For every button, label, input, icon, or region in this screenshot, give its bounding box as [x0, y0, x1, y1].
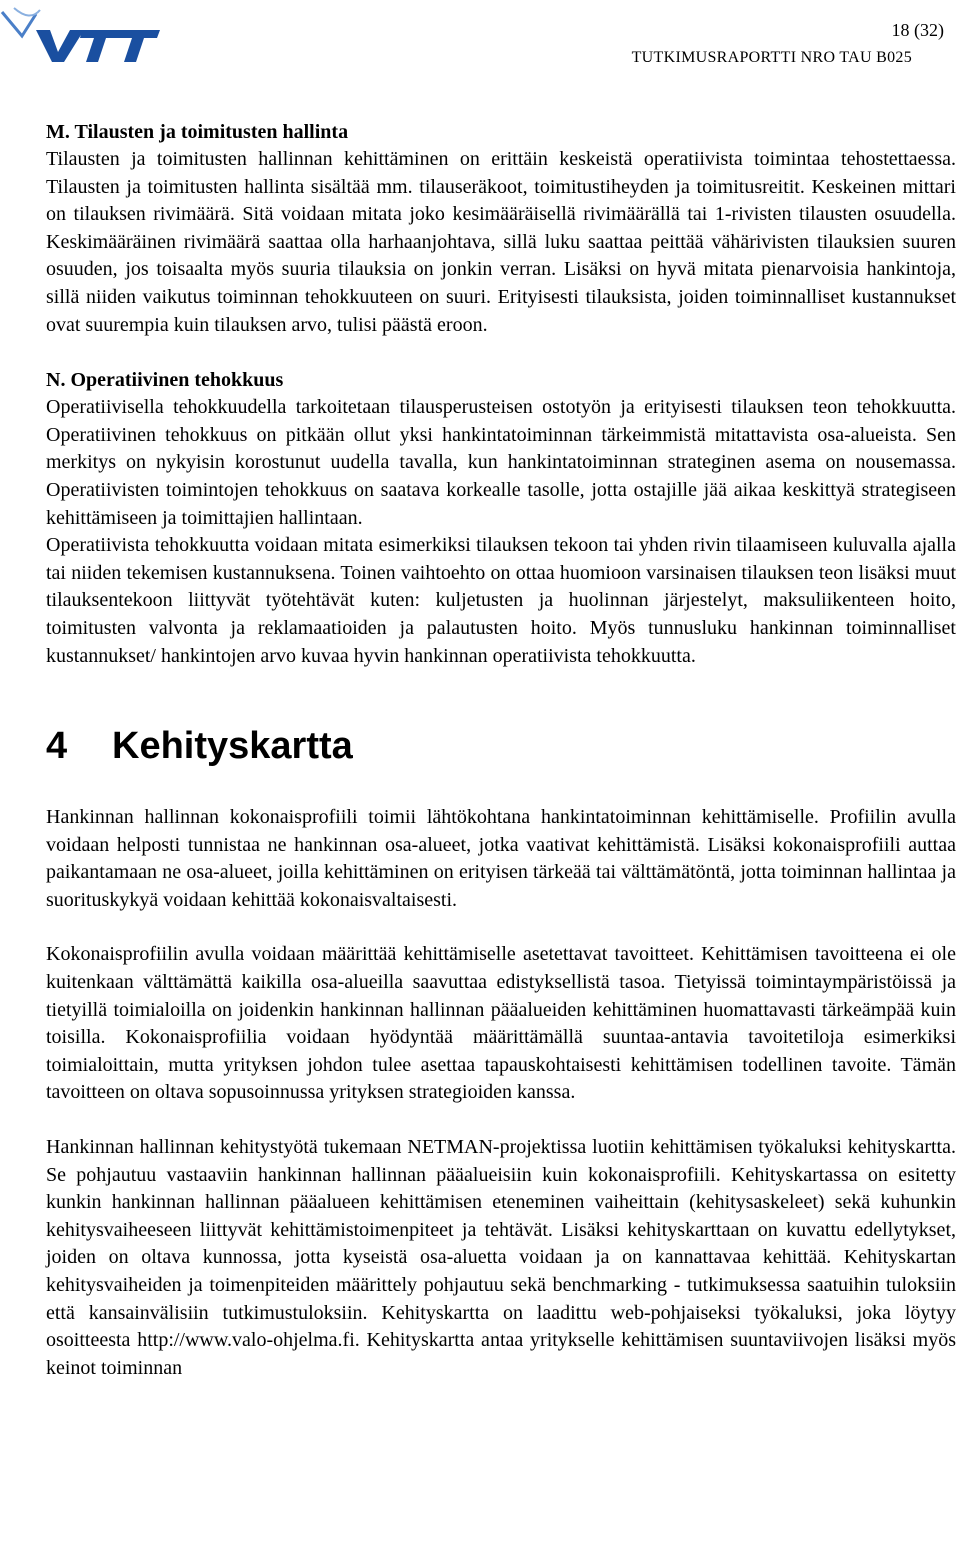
chapter-heading: [46, 722, 956, 770]
chapter-title: Kehityskartta: [112, 725, 353, 768]
chapter-paragraph: Hankinnan hallinnan kehitystyötä tukemaan NETMAN-projektissa luotiin kehittämisen työkaluksi kehityskartta. Se pohjautuu vastaaviin hankinnan hallinnan pääalueisiin kuin kokonaisprofiili. Kehityskartassa on esitetty kunkin hankinnan hallinnan pääalueen kehittämisen eteneminen vaiheittain (kehitysaskeleet) sekä kuhunkin kehitysvaiheeseen liittyvät kehittämistoimenpiteet ja tehtävät. Lisäksi kehityskarttaan on kuvattu edellytykset, joiden on oltava kunnossa, jotta kyseistä osa-aluetta voidaan ja on kannattavaa kehittää. Kehityskartan kehitysvaiheiden ja toimenpiteiden määrittely pohjautuu sekä benchmarking - tutkimuksessa saatuihin tuloksiin että kansainvälisiin tutkimustuloksiin. Kehityskartta on laadittu web-pohjaiseksi työkaluksi, joka löytyy osoitteesta http://www.valo-ohjelma.fi. Kehityskartta antaa yritykselle kehittämisen suuntaviivojen lisäksi myös keinot toiminnan: [46, 1136, 956, 1379]
section-m-title: M. Tilausten ja toimitusten hallinta: [46, 121, 349, 143]
chapter-paragraph: Hankinnan hallinnan kokonaisprofiili toimii lähtökohtana hankintatoiminnan kehittämiselle. Profiilin avulla voidaan helposti tunnistaa ne hankinnan osa-alueet, jotka vaativat kehittämistä. Lisäksi kokonaisprofiili auttaa paikantamaan ne osa-alueet, joilla kehittäminen on erityisen tärkeää tai välttämätöntä, jotta toiminnan hallintaa ja suorituskykyä voidaan kehittää kokonaisvaltaisesti.: [46, 806, 956, 911]
section-n-title: N. Operatiivinen tehokkuus: [46, 369, 284, 392]
vtt-logo: [0, 4, 162, 64]
page-number: 18 (32): [891, 20, 944, 40]
report-id: TUTKIMUSRAPORTTI NRO TAU B025: [631, 49, 912, 66]
document-body: [46, 118, 956, 1382]
section-n-text-2: Operatiivista tehokkuutta voidaan mitata esimerkiksi tilauksen tekoon tai yhden rivin tilaamiseen kuluvalla ajalla tai niiden tekemisen kustannuksena. Toinen vaihtoehto on ottaa huomioon varsinaisen tilauksen teon lisäksi muut tilauksentekoon liittyvät työtehtävät kuten: kuljetusten ja huolinnan järjestelyt, maksuliikenteen hoito, toimitusten valvonta ja reklamaatioiden ja palautusten hoito. Myös tunnusluku hankinnan toiminnalliset kustannukset/ hankintojen arvo kuvaa hyvin hankinnan operatiivista tehokkuutta.: [46, 534, 956, 667]
section-m-text: Tilausten ja toimitusten hallinnan kehittäminen on erittäin keskeistä operatiivista toimintaa tehostettaessa. Tilausten ja toimitusten hallinta sisältää mm. tilauseräkoot, toimitustiheyden ja toimitusreitit. Keskeinen mittari on tilauksen rivimäärä. Sitä voidaan mitata joko kesimääräisellä rivimäärällä tai 1-rivisten tilausten osuudella. Keskimääräinen rivimäärä saattaa olla harhaanjohtava, sillä luku saattaa peittää vähärivisten tilauksien suuren osuuden, jos toisaalta myös suuria tilauksia on jonkin verran. Lisäksi on hyvä mitata pienarvoisia hankintoja, sillä niiden vaikutus toiminnan tehokkuuteen on suuri. Erityisesti tilauksista, joiden toiminnalliset kustannukset ovat suurempia kuin tilauksen arvo, tulisi päästä eroon.: [46, 148, 956, 336]
chapter-paragraph: Kokonaisprofiilin avulla voidaan määrittää kehittämiselle asetettavat tavoitteet. Kehittämisen tavoitteena ei ole kuitenkaan välttämättä kaikilla osa-alueilla saavuttaa edistyksellistä tasoa. Tietyissä toimintaympäristöissä ja tietyillä toimialoilla on joidenkin hankinnan hallinnan pääalueiden kehittäminen huomattavasti tärkeämpää kuin toisilla. Kokonaisprofiilia voidaan hyödyntää määrittämällä suuntaa-antavia tavoitetiloja esimerkiksi toimialoittain, mutta yrityksen johdon tulee asettaa tapauskohtaisesti kehittämisen todellinen tavoite. Tämän tavoitteen on oltava sopusoinnussa yrityksen strategioiden kanssa.: [46, 943, 956, 1104]
section-m: [46, 118, 956, 339]
section-n-text-1: Operatiivisella tehokkuudella tarkoitetaan tilausperusteisen ostotyön ja erityisesti tilauksen teon tehokkuutta. Operatiivinen tehokkuus on pitkään ollut yksi hankintatoiminnan tärkeimmistä mitattavista osa-alueista. Sen merkitys on nykyisin korostunut uudella tavalla, kun hankintatoiminnan strateginen asema on nousemassa. Operatiivisten toimintojen tehokkuus on saatava korkealle tasolle, jotta ostajille jää aikaa keskittyä strategiseen kehittämiseen ja toimittajien hallintaan.: [46, 396, 956, 529]
section-n: [46, 366, 956, 670]
chapter-number: 4: [46, 725, 68, 768]
